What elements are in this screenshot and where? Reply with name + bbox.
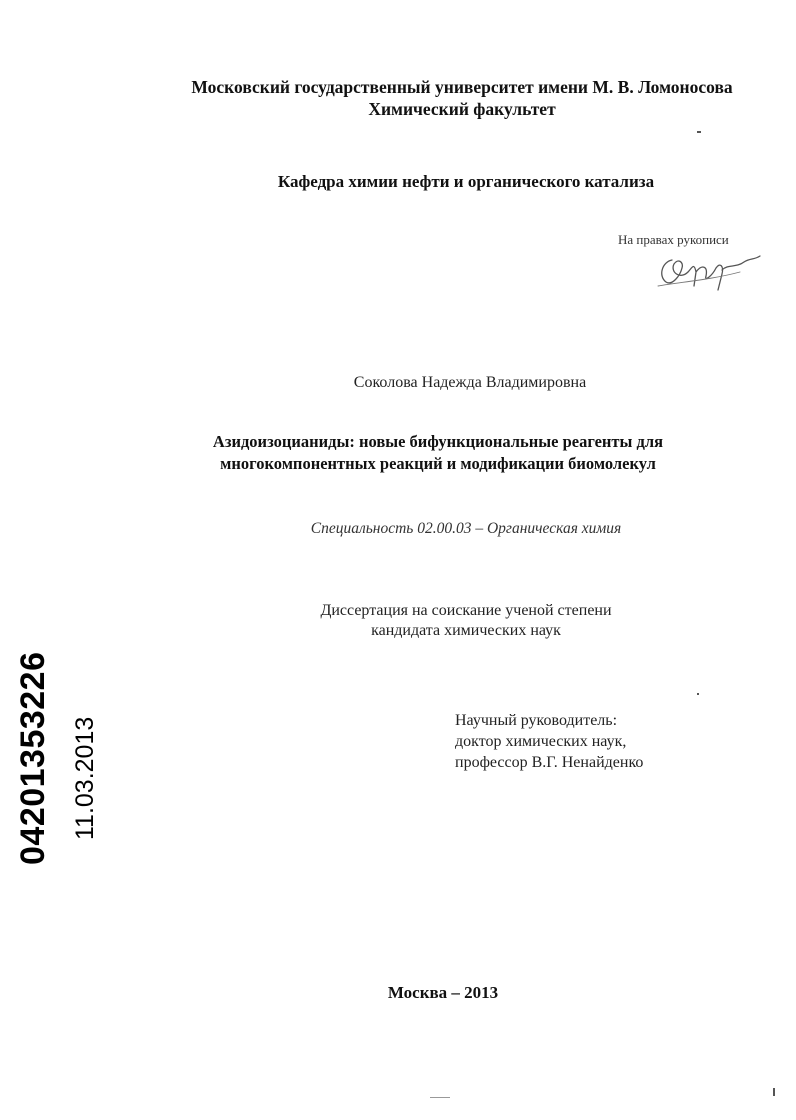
degree-statement [68, 601, 796, 641]
rights-note: На правах рукописи [618, 232, 729, 247]
degree-line-2: кандидата химических наук [371, 622, 561, 639]
place-year: Москва – 2013 [387, 983, 499, 1002]
supervisor-line-1: Научный руководитель: [455, 712, 618, 729]
scan-speck [697, 131, 701, 133]
supervisor-block [455, 710, 643, 773]
degree-line-1: Диссертация на соискание ученой степени [320, 602, 612, 619]
dissertation-title [40, 431, 796, 475]
university-name: Московский государственный университет имени М. В. Ломоносова [191, 77, 733, 97]
scan-speck [773, 1088, 775, 1096]
scan-speck [430, 1097, 450, 1098]
scan-speck [697, 693, 699, 695]
specialty: Специальность 02.00.03 – Органическая химия [310, 520, 622, 537]
supervisor-line-2: доктор химических наук, [455, 733, 627, 750]
author-name: Соколова Надежда Владимировна [353, 374, 587, 391]
library-stamp-date: 11.03.2013 [71, 716, 99, 840]
author-signature [650, 246, 770, 296]
university-header [62, 76, 796, 120]
title-line-2: многокомпонентных реакций и модификации биомолекул [220, 454, 656, 473]
faculty-name: Химический факультет [368, 99, 556, 119]
supervisor-line-3: профессор В.Г. Ненайденко [455, 754, 644, 771]
department-name: Кафедра химии нефти и органического катализа [277, 172, 655, 191]
title-line-1: Азидоизоцианиды: новые бифункциональные реагенты для [212, 432, 664, 451]
library-stamp-number: 04201353226 [14, 651, 52, 865]
